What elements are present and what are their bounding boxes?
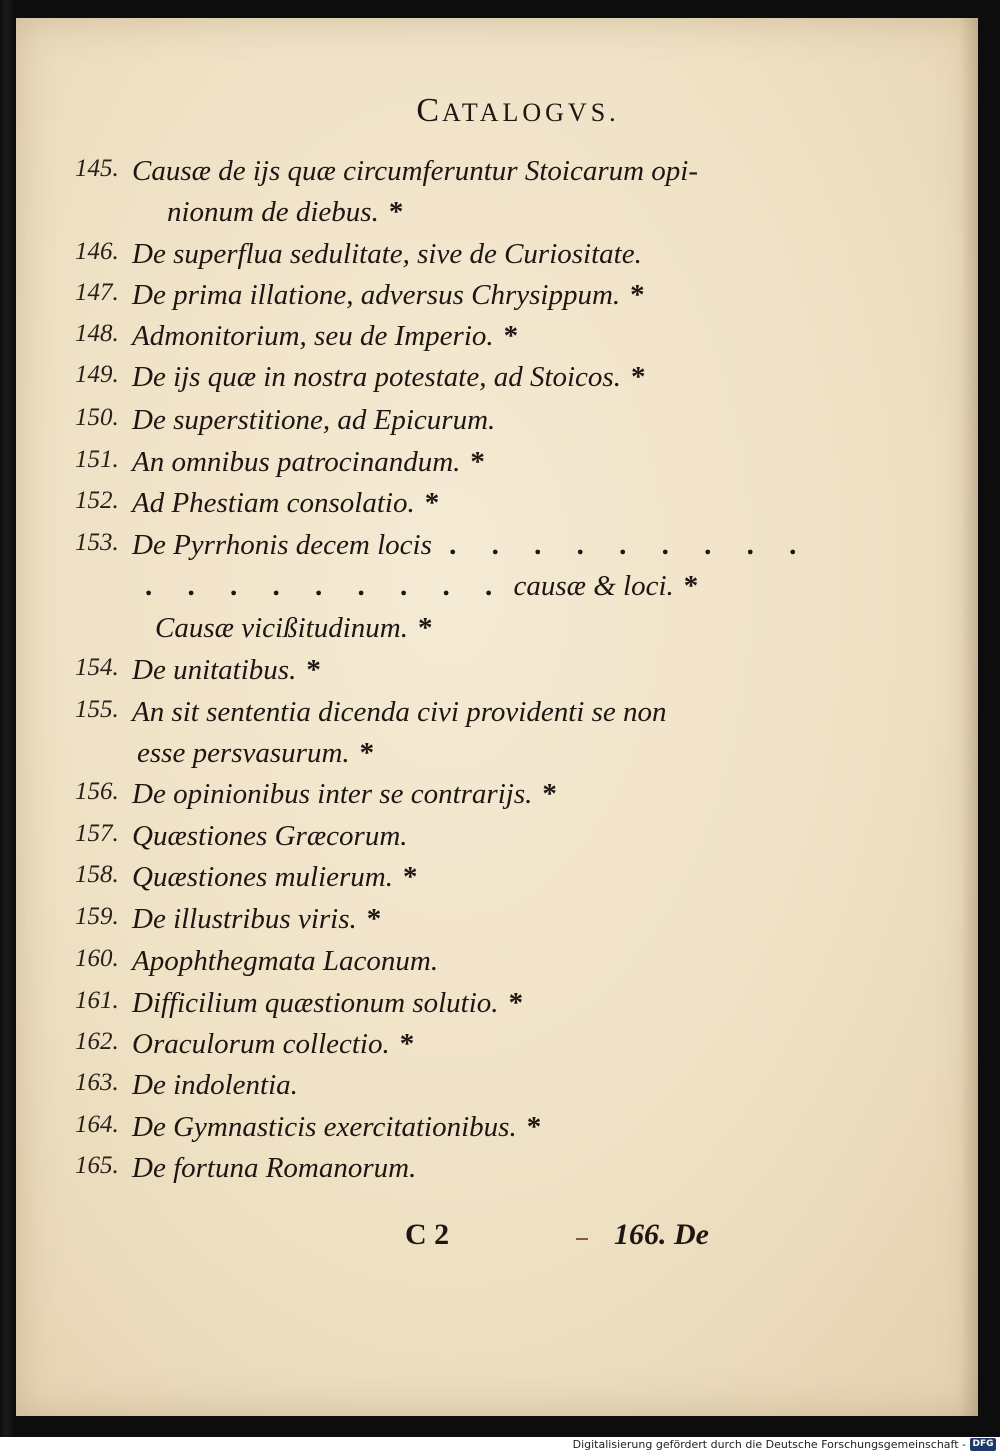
entry-text-wrap — [155, 612, 432, 645]
catalog-line — [75, 861, 750, 901]
entry-title: De ijs quæ in nostra potestate, ad Stoicos. — [132, 361, 621, 393]
entry-text-wrap — [167, 196, 403, 229]
entry-asterisk: * — [683, 570, 699, 602]
entry-title: Ad Phestiam consolatio. — [132, 487, 415, 519]
entry-title: De opinionibus inter se contrarijs. — [132, 778, 533, 810]
entry-number: 159. — [75, 903, 119, 930]
entry-title: Apophthegmata Laconum. — [132, 945, 439, 977]
entry-title: De Pyrrhonis decem locis — [132, 529, 432, 561]
signature-mark: C 2 — [405, 1218, 450, 1251]
catalog-line — [75, 696, 750, 736]
entry-text-wrap — [132, 446, 485, 479]
entry-number: 165. — [75, 1152, 119, 1179]
catalog-line — [75, 737, 750, 777]
entry-text-wrap — [132, 155, 708, 188]
entry-asterisk: * — [399, 1028, 415, 1060]
entry-asterisk: * — [306, 654, 321, 686]
entry-title: Admonitorium, seu de Imperio. — [132, 320, 494, 352]
catalog-line — [75, 987, 750, 1027]
entry-text-wrap — [145, 570, 698, 603]
entry-title: An omnibus patrocinandum. — [132, 446, 461, 478]
catalog-line — [75, 361, 750, 401]
leader-dots: . . . . . . . . . — [449, 529, 811, 561]
entry-asterisk: * — [508, 987, 524, 1019]
entry-title: Quæstiones Græcorum. — [132, 820, 408, 852]
catalog-line — [75, 446, 750, 486]
entry-asterisk: * — [503, 320, 519, 352]
entry-number: 154. — [75, 654, 119, 681]
entry-title: Difficilium quæstionum solutio. — [132, 987, 499, 1019]
entry-text-wrap — [132, 529, 810, 562]
entry-asterisk: * — [417, 612, 433, 644]
entry-text-wrap — [132, 1152, 426, 1185]
entry-number: 149. — [75, 361, 119, 388]
entry-asterisk: * — [366, 903, 382, 935]
catalog-line — [75, 570, 750, 610]
entry-text-wrap — [132, 361, 645, 394]
entry-number: 153. — [75, 529, 119, 556]
page-edge-shadow — [960, 18, 978, 1416]
catalog-line — [75, 1152, 750, 1192]
entry-number: 146. — [75, 238, 119, 265]
catalog-line — [75, 1028, 750, 1068]
catalog-line — [75, 404, 750, 444]
entry-number: 160. — [75, 945, 119, 972]
entry-text-wrap — [132, 903, 381, 936]
entry-title: An sit sententia dicenda civi providenti se non — [132, 696, 667, 728]
dfg-logo-icon: DFG — [970, 1438, 996, 1451]
entry-text-wrap — [132, 1069, 308, 1102]
entry-text-wrap — [132, 696, 677, 729]
entry-number: 147. — [75, 279, 119, 306]
entry-text-wrap — [132, 238, 652, 271]
entry-text-wrap — [132, 778, 557, 811]
entry-title: De indolentia. — [132, 1069, 298, 1101]
entry-text-wrap — [132, 320, 518, 353]
entry-number: 150. — [75, 404, 119, 431]
entry-text-wrap — [132, 945, 448, 978]
entry-title: esse persvasurum. — [137, 737, 350, 769]
entry-number: 158. — [75, 861, 119, 888]
entry-asterisk: * — [470, 446, 485, 478]
entry-asterisk: * — [542, 778, 557, 810]
catalog-line — [75, 238, 750, 278]
catchword: 166. De — [614, 1218, 709, 1251]
leader-dots: . . . . . . . . . — [145, 570, 507, 602]
entry-asterisk: * — [526, 1111, 542, 1143]
entry-title: De fortuna Romanorum. — [132, 1152, 417, 1184]
entry-number: 156. — [75, 778, 119, 805]
entry-text-wrap — [132, 820, 418, 853]
entry-number: 151. — [75, 446, 119, 473]
entry-number: 157. — [75, 820, 119, 847]
catalog-line — [75, 196, 750, 236]
running-head-rest: ATALOGVS. — [442, 98, 620, 127]
catalog-line — [75, 778, 750, 818]
catalog-line — [75, 1069, 750, 1109]
entry-title: nionum de diebus. — [167, 196, 379, 228]
catalog-line — [75, 279, 750, 319]
digitization-credit-bar — [0, 1437, 1000, 1453]
entry-text-wrap — [132, 654, 321, 687]
catalog-line — [75, 612, 750, 652]
entry-title: causæ & loci. — [513, 570, 674, 602]
catalog-line — [75, 1111, 750, 1151]
catalog-line — [75, 945, 750, 985]
entry-asterisk: * — [403, 861, 418, 893]
catalog-line — [75, 820, 750, 860]
ink-mark — [576, 1238, 588, 1240]
entry-text-wrap — [132, 279, 645, 312]
entry-title: De prima illatione, adversus Chrysippum. — [132, 279, 621, 311]
entry-number: 155. — [75, 696, 119, 723]
entry-number: 163. — [75, 1069, 119, 1096]
entry-text-wrap — [132, 987, 523, 1020]
digitization-credit-text: Digitalisierung gefördert durch die Deutsche Forschungsgemeinschaft - — [572, 1438, 966, 1451]
entry-title: Oraculorum collectio. — [132, 1028, 390, 1060]
catalog-line — [75, 155, 750, 195]
entry-number: 161. — [75, 987, 119, 1014]
entry-title: De superstitione, ad Epicurum. — [132, 404, 496, 436]
entry-asterisk: * — [630, 361, 646, 393]
entry-title: De illustribus viris. — [132, 903, 357, 935]
entry-asterisk: * — [388, 196, 404, 228]
entry-title: De superflua sedulitate, sive de Curiositate. — [132, 238, 642, 270]
entry-title: De unitatibus. — [132, 654, 297, 686]
catalog-line — [75, 529, 811, 569]
catalog-line — [75, 487, 750, 527]
entry-title: De Gymnasticis exercitationibus. — [132, 1111, 517, 1143]
running-head-initial: C — [416, 92, 443, 129]
entry-text-wrap — [132, 1028, 414, 1061]
entry-text-wrap — [132, 404, 505, 437]
catalog-line — [75, 654, 750, 694]
entry-number: 148. — [75, 320, 119, 347]
entry-number: 164. — [75, 1111, 119, 1138]
entry-number: 162. — [75, 1028, 119, 1055]
running-head — [0, 92, 1000, 130]
catalog-line — [75, 903, 750, 943]
entry-title: Causæ de ijs quæ circumferuntur Stoicarum opi- — [132, 155, 699, 187]
entry-asterisk: * — [359, 737, 375, 769]
entry-text-wrap — [137, 737, 374, 770]
entry-title: Quæstiones mulierum. — [132, 861, 393, 893]
entry-number: 152. — [75, 487, 119, 514]
entry-title: Causæ vicißitudinum. — [155, 612, 408, 644]
entry-text-wrap — [132, 1111, 541, 1144]
entry-text-wrap — [132, 487, 439, 520]
entry-number: 145. — [75, 155, 119, 182]
catalog-line — [75, 320, 750, 360]
entry-asterisk: * — [424, 487, 440, 519]
entry-text-wrap — [132, 861, 418, 894]
entry-asterisk: * — [630, 279, 645, 311]
